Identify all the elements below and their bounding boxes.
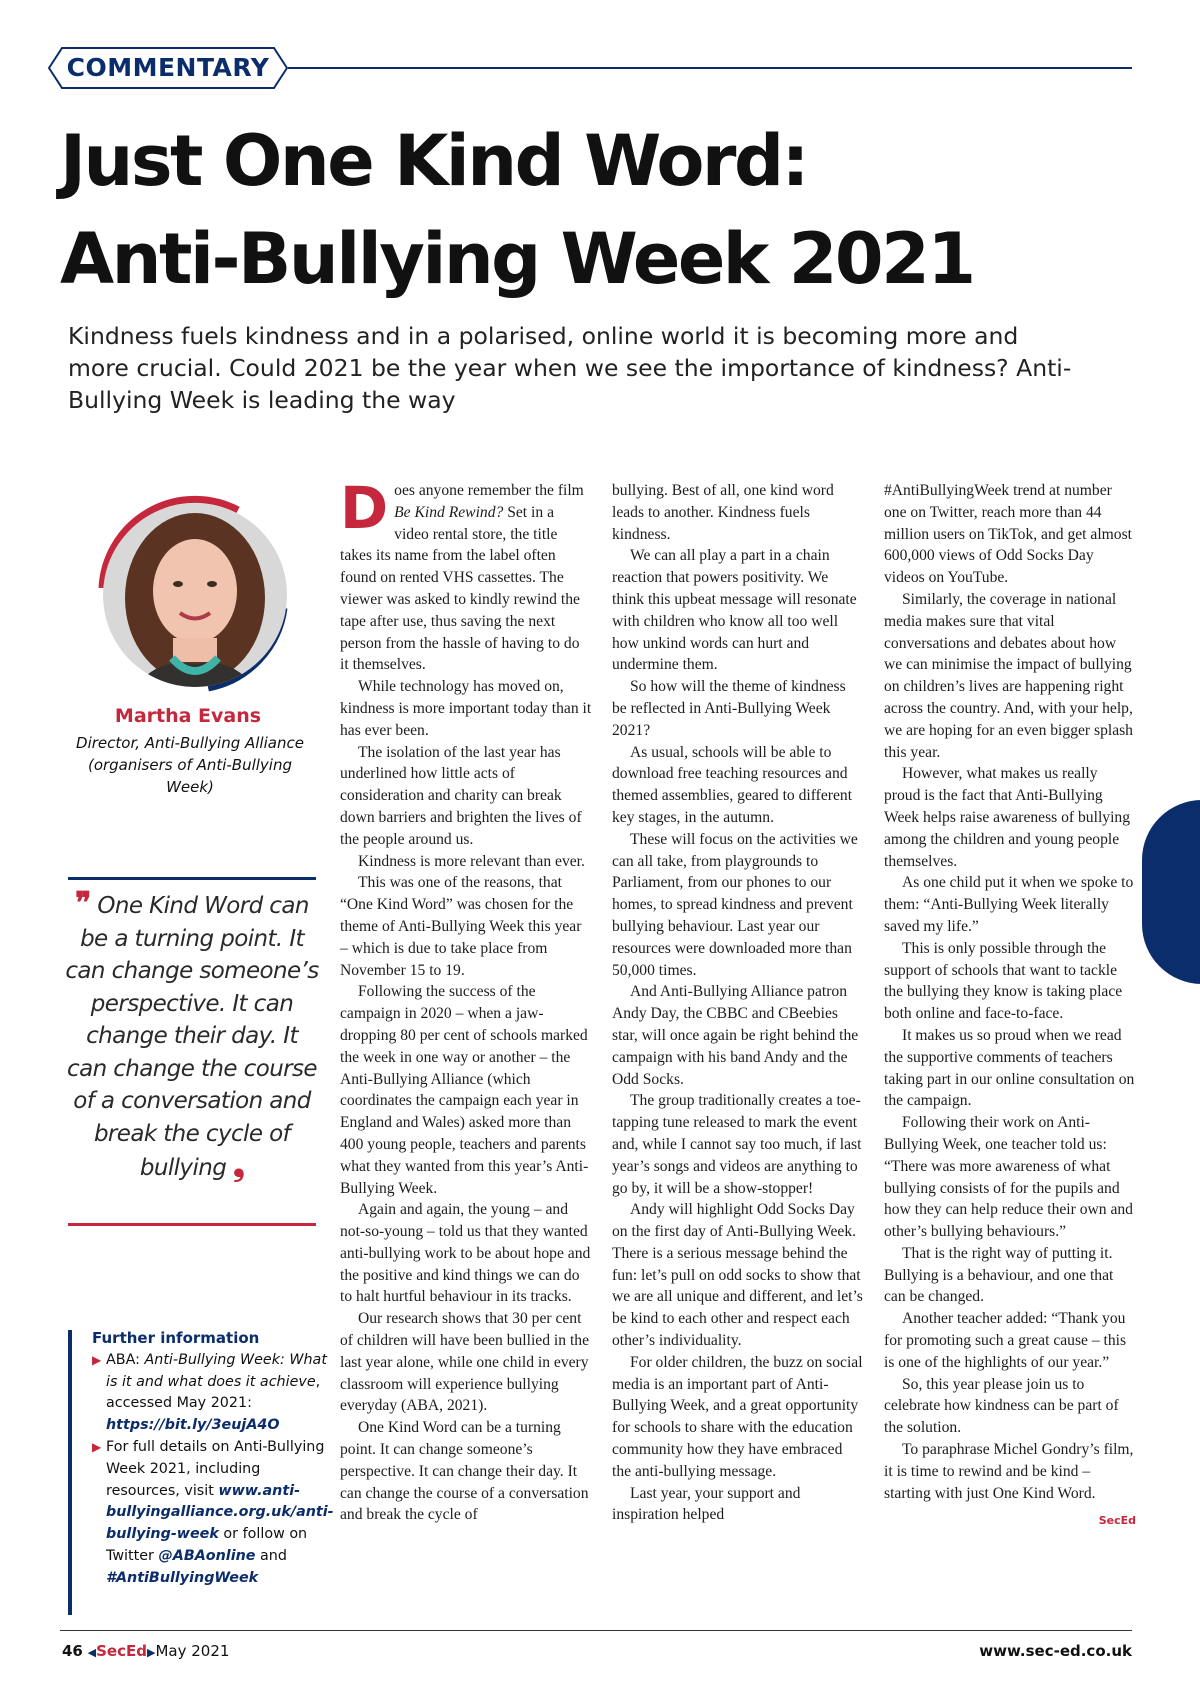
article-title (60, 112, 1140, 308)
further-info-title: Further information (92, 1329, 260, 1347)
body-paragraph: We can all play a part in a chain reaction that powers positivity. We think this upbeat message will resonate with children who know all too well how unkind words can hurt and undermine them. (612, 547, 857, 674)
body-paragraph: The isolation of the last year has underlined how little acts of consideration and charity can break down barriers and brighten the lives of the people around us. (340, 743, 582, 848)
body-paragraph: Kindness is more relevant than ever. (358, 852, 585, 870)
body-paragraph: Again and again, the young – and not-so-young – told us that they wanted anti-bullying work to be about hope and the positive and kind things we can do to halt hurtful behaviour in its tracks. (340, 1201, 591, 1306)
body-text: oes anyone remember the film (394, 482, 584, 499)
side-tab-marker (1142, 800, 1200, 984)
info-item-text: For full details on Anti-Bullying Week 2021, including resources, visit (106, 1438, 325, 1499)
further-info-item (92, 1350, 328, 1437)
body-column-1 (340, 474, 592, 1526)
body-paragraph (884, 1439, 1136, 1528)
body-paragraph: One Kind Word can be a turning point. It can change someone’s perspective. It can change their day. It can change the course of a conversation and break the cycle of (340, 1419, 589, 1524)
footer-rule (60, 1630, 1132, 1631)
author-portrait (88, 488, 302, 702)
pull-quote-top-rule (68, 877, 316, 880)
body-paragraph: Following their work on Anti-Bullying Week, one teacher told us: “There was more awareness of what bullying consists of for the pupils and how they can help reduce their own and other’s bullying behaviours.” (884, 1114, 1133, 1241)
right-arrow-icon: ▶ (146, 1646, 156, 1659)
body-paragraph: bullying. Best of all, one kind word leads to another. Kindness fuels kindness. (612, 482, 834, 543)
body-paragraph: For older children, the buzz on social media is an important part of Anti-Bullying Week, and a great opportunity for schools to share with the education community how they have embraced the anti-bullying message. (612, 1353, 863, 1480)
body-paragraph: #AntiBullyingWeek trend at number one on Twitter, reach more than 44 million users on TikTok, and get almost 600,000 views of Odd Socks Day videos on YouTube. (884, 482, 1132, 587)
author-role: Director, Anti-Bullying Alliance (organisers of Anti-Bullying Week) (76, 734, 304, 796)
body-paragraph: So, this year please join us to celebrate how kindness can be part of the solution. (884, 1375, 1119, 1437)
info-item-accessed: , accessed May 2021: (106, 1373, 321, 1412)
page-number: 46 (62, 1642, 83, 1660)
body-paragraph: The group traditionally creates a toe-tapping tune released to mark the event and, while I cannot say too much, if last year’s songs and videos are anything to go by, it will be a show-stopper! (612, 1092, 862, 1197)
info-box-bar (68, 1330, 72, 1615)
body-paragraph: Last year, your support and inspiration helped (612, 1484, 801, 1524)
body-paragraph: So how will the theme of kindness be reflected in Anti-Bullying Week 2021? (612, 678, 846, 739)
standfirst: Kindness fuels kindness and in a polarised, online world it is becoming more and more crucial. Could 2021 be the year when we see the importance of kindness? Anti-Bullying Week is leading the way (68, 322, 1072, 414)
portrait-illustration (88, 488, 302, 702)
body-paragraph: Another teacher added: “Thank you for promoting such a great cause – this is one of the highlights of our year.” (884, 1310, 1127, 1371)
body-paragraph (340, 474, 592, 676)
drop-cap: D (340, 474, 389, 542)
film-title: Be Kind Rewind? (394, 503, 504, 521)
header-rule (288, 67, 1132, 69)
sign-off-logo: SecEd (1098, 1514, 1136, 1528)
body-paragraph: That is the right way of putting it. Bullying is a behaviour, and one that can be changed. (884, 1244, 1114, 1306)
body-column-2 (612, 480, 864, 1526)
body-paragraph: It makes us so proud when we read the supportive comments of teachers taking part in our online consultation on the campaign. (884, 1026, 1135, 1110)
info-item-prefix: ABA: (106, 1351, 145, 1368)
body-paragraph: However, what makes us really proud is the fact that Anti-Bullying Week helps raise awareness of bullying among the children and young people themselves. (884, 765, 1130, 870)
section-label: COMMENTARY (66, 53, 270, 82)
pull-quote-text: One Kind Word can be a turning point. It can change someone’s perspective. It can change their day. It can change the course of a conversation and break the cycle of bullying (65, 893, 319, 1181)
body-paragraph: As usual, schools will be able to download free teaching resources and themed assemblies, geared to different key stages, in the autumn. (612, 743, 853, 826)
left-arrow-icon: ◀ (87, 1646, 97, 1659)
aba-link[interactable]: https://bit.ly/3eujA4O (106, 1417, 280, 1434)
publication-name: SecEd (96, 1642, 147, 1660)
further-info-item (92, 1437, 334, 1590)
twitter-handle-link[interactable]: @ABAonline (158, 1547, 256, 1564)
footer-website[interactable]: www.sec-ed.co.uk (979, 1642, 1132, 1660)
info-item-and: and (255, 1547, 287, 1564)
footer-folio (62, 1642, 229, 1660)
title-line-1: Just One Kind Word: (60, 120, 808, 202)
close-quote-icon: ❟ (232, 1148, 245, 1183)
author-name: Martha Evans (114, 705, 262, 727)
issue-date: May 2021 (155, 1642, 230, 1660)
info-item-title: Anti-Bullying Week: What is it and what does it achieve (106, 1351, 327, 1390)
body-text: To paraphrase Michel Gondry’s film, it is time to rewind and be kind – starting with just One Kind Word. (884, 1441, 1134, 1502)
hashtag-link[interactable]: #AntiBullyingWeek (106, 1569, 259, 1586)
further-info-box (92, 1328, 334, 1590)
pull-quote-bottom-rule (68, 1223, 316, 1226)
title-line-2: Anti-Bullying Week 2021 (60, 218, 974, 300)
body-paragraph: This was one of the reasons, that “One Kind Word” was chosen for the theme of Anti-Bullying Week this year – which is due to take place from November 15 to 19. (340, 874, 582, 979)
body-paragraph: Similarly, the coverage in national media makes sure that vital conversations and debates about how we can minimise the impact of bullying on children’s lives are happening right across the country. And, with your help, we are hoping for an even bigger splash this year. (884, 590, 1133, 761)
body-paragraph: This is only possible through the support of schools that want to tackle the bullying they know is taking place both online and face-to-face. (884, 939, 1123, 1023)
triangle-bullet-icon: ▶ (92, 1439, 102, 1454)
website-link[interactable]: www.anti-bullyingalliance.org.uk/anti-bullying-week (106, 1482, 334, 1543)
open-quote-icon: ❞ (75, 886, 91, 921)
pull-quote (64, 888, 320, 1185)
info-item-follow: or follow on Twitter (106, 1526, 308, 1564)
body-paragraph: Andy will highlight Odd Socks Day on the first day of Anti-Bullying Week. There is a serious message behind the fun: let’s pull on odd socks to show that we are all unique and different, and let’s be kind to each other and respect each other’s individuality. (612, 1201, 863, 1350)
body-column-3 (884, 480, 1136, 1532)
body-paragraph: Our research shows that 30 per cent of children will have been bullied in the last year alone, while one child in every classroom will experience bullying everyday (ABA, 2021). (340, 1310, 589, 1415)
body-paragraph: These will focus on the activities we can all take, from playgrounds to Parliament, from our phones to our homes, to spread kindness and prevent bullying behaviour. Last year our resources were downloaded more than 50,000 times. (612, 830, 858, 979)
body-text: Set in a video rental store, the title takes its name from the label often found on rented VHS cassettes. The viewer was asked to kindly rewind the tape after use, thus saving the next person from the hassle of having to do it themselves. (340, 503, 580, 674)
body-paragraph: As one child put it when we spoke to them: “Anti-Bullying Week literally saved my life.” (884, 874, 1134, 935)
triangle-bullet-icon: ▶ (92, 1352, 102, 1367)
body-paragraph: And Anti-Bullying Alliance patron Andy Day, the CBBC and CBeebies star, will once again be right behind the campaign with his band Andy and the Odd Socks. (612, 983, 859, 1088)
body-paragraph: Following the success of the campaign in 2020 – when a jaw-dropping 80 per cent of schools marked the week in one way or another – the Anti-Bullying Alliance (which coordinates the campaign each year in England and Wales) asked more than 400 young people, teachers and parents what they wanted from this year’s Anti-Bullying Week. (340, 983, 589, 1197)
body-paragraph: While technology has moved on, kindness is more important today than it has ever been. (340, 678, 592, 739)
section-tag (48, 47, 288, 89)
